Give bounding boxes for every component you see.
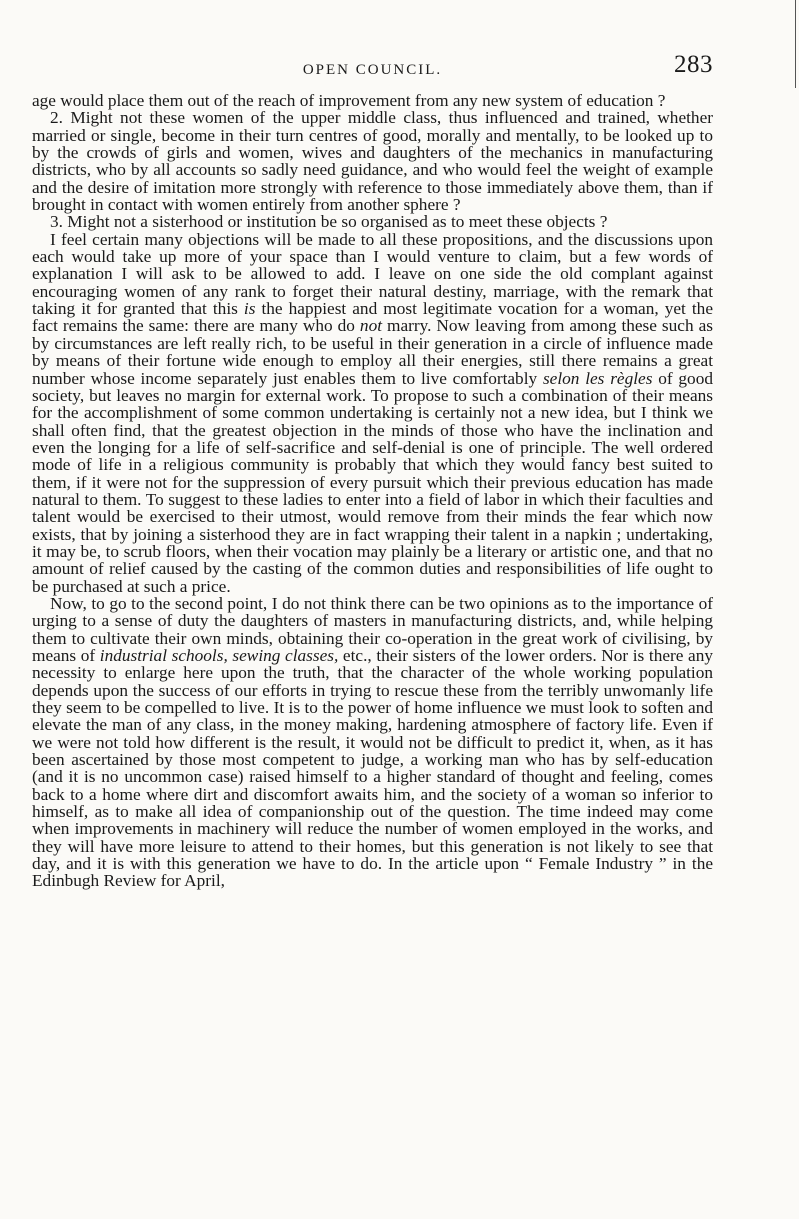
text-run: etc., their sisters of the lower orders. Nor is there any necessity to enlarge here upon the truth, that the character of the whole working population depends upon the success of our efforts in trying to rescue these from the terribly unwomanly life they seem to be compelled to live. It is to the power of home influence we must look to soften and elevate the man of any class, in the money making, hardening atmosphere of factory life. Even if we were not told how different is the result, it would not be difficult to predict it, when, as it has been ascertained by those most competent to judge, a working man who has by self-education (and it is no uncommon case) raised himself to a higher standard of thought and feeling, comes back to a home where dirt and discomfort awaits him, and the society of a woman so inferior to himself, as to make all idea of companionship out of the question. The time indeed may come when improvements in machinery will reduce the number of women employed in the works, and they will have more leisure to attend to their homes, but this generation is not likely to see that day, and it is with this generation we have to do. In the article upon “ Female Industry ” in the Edinbugh Review for April, bbox=[32, 646, 713, 891]
text-run: the happiest and most legitimate vocation for a woman, yet the fact remains the same: there are many who do bbox=[32, 299, 713, 336]
page-edge-line bbox=[795, 0, 796, 88]
paragraph-continuation: age would place them out of the reach of improvement from any new system of education ? bbox=[32, 91, 666, 110]
paragraph-second-point bbox=[32, 595, 713, 890]
paragraph-question-3: 3. Might not a sisterhood or institution be so organised as to meet these objects ? bbox=[50, 212, 608, 232]
italic-text: industrial schools, bbox=[99, 646, 228, 665]
body-text bbox=[32, 92, 713, 890]
italic-text: selon les règles bbox=[542, 368, 653, 388]
running-head: OPEN COUNCIL. bbox=[302, 62, 443, 78]
text-run: I feel certain many objections will be made to all these propositions, and the discussions upon each would take up more of your space than I would venture to claim, but a few words of explanation I will ask to be allowed to add. I leave on one side the old complant against encouraging women of any rank to forget their natural destiny, marriage, with the remark that taking it for granted that this bbox=[32, 229, 713, 319]
text-run: Now, to go to the second point, I do not think there can be two opinions as to the importance of urging to a sense of duty the daughters of masters in manufacturing districts, and, while helping them to cultivate their own minds, obtaining their co-operation in the great work of civilising, by means of bbox=[32, 593, 713, 665]
text-run: of good society, but leaves no margin for external work. To propose to such a combination of their means for the accomplishment of some common undertaking is certainly not a new idea, but I think we shall often find, that the greatest objection in the minds of those who have the inclination and even the longing for a life of self-sacrifice and self-denial is one of principle. The well ordered mode of life in a religious community is probably that which they would fancy best suited to them, if it were not for the suppression of every pursuit which their previous education has made natural to them. To suggest to these ladies to enter into a field of labor in which their faculties and talent would be exercised to their utmost, would remove from their minds the fear which now exists, that by joining a sisterhood they are in fact wrapping their talent in a napkin ; undertaking, it may be, to scrub floors, when their vocation may plainly be a literary or artistic one, and that no amount of relief caused by the casting of the common duties and responsibilities of life ought to be purchased at such a price. bbox=[32, 368, 713, 596]
page-number: 283 bbox=[674, 51, 713, 78]
italic-text: not bbox=[359, 316, 383, 336]
italic-text: sewing classes, bbox=[232, 646, 339, 665]
page-header bbox=[32, 48, 713, 92]
text-run: marry. Now leaving from among these such as by circumstances are left really rich, to be useful in their generation in a circle of influence made by means of their fortune wide enough to employ all their energies, still there remains a great number whose income separately just enables them to live comfortably bbox=[32, 316, 713, 388]
italic-text: is bbox=[243, 299, 256, 319]
paragraph-question-2: 2. Might not these women of the upper middle class, thus influenced and trained, whether married or single, become in their turn centres of good, morally and mentally, to be looked up to by the crowds of girls and women, wives and daughters of the mechanics in manufacturing districts, who by all accounts so sadly need guidance, and who would feel the weight of example and the desire of imitation more strongly with reference to those immediately above them, than if brought in contact with women entirely from another sphere ? bbox=[32, 108, 713, 215]
paragraph-objections bbox=[32, 231, 713, 595]
